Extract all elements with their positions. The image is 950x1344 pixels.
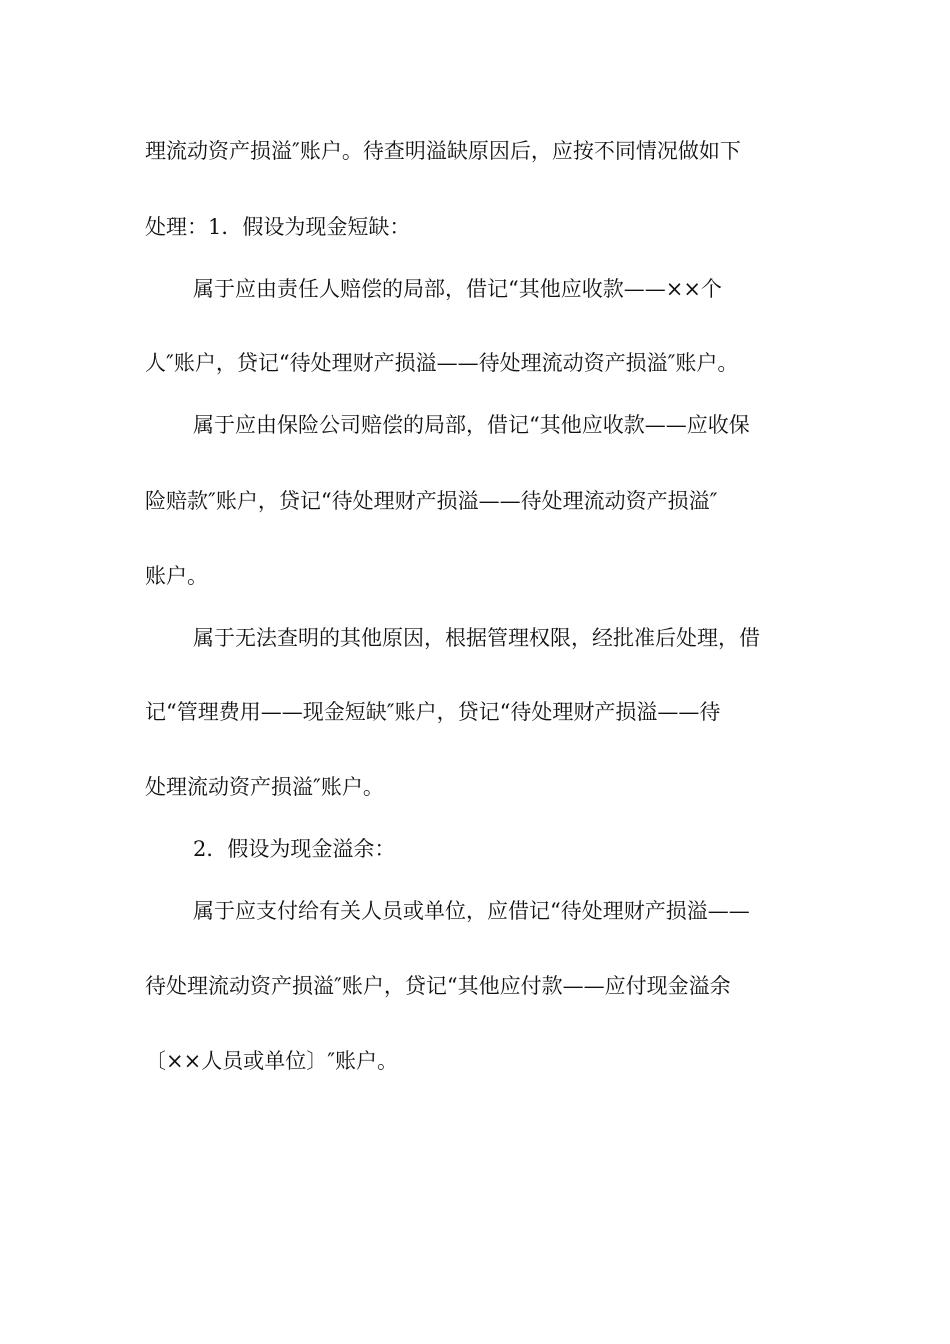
text-line: 属于应由责任人赔偿的局部，借记“其他应收款——××个: [193, 277, 722, 301]
text-line: 〔××人员或单位〕″账户。: [145, 1049, 399, 1073]
text-line: 待处理流动资产损溢″账户，贷记“其他应付款——应付现金溢余: [145, 974, 731, 998]
text-line: 处理流动资产损溢″账户。: [145, 775, 384, 799]
text-line: 人″账户，贷记“待处理财产损溢——待处理流动资产损溢″账户。: [145, 351, 739, 375]
text-line: 险赔款″账户，贷记“待处理财产损溢——待处理流动资产损溢″: [145, 489, 718, 513]
text-line: 记“管理费用——现金短缺″账户，贷记“待处理财产损溢——待: [145, 700, 721, 724]
text-line: 属于应由保险公司赔偿的局部，借记“其他应收款——应收保: [193, 413, 750, 437]
text-line: 理流动资产损溢″账户。待查明溢缺原因后，应按不同情况做如下: [145, 139, 741, 163]
text-line: 属于应支付给有关人员或单位，应借记“待处理财产损溢——: [193, 899, 750, 923]
text-line: 2．假设为现金溢余：: [193, 837, 396, 861]
text-line: 处理：1．假设为现金短缺：: [145, 215, 411, 239]
text-line: 属于无法查明的其他原因，根据管理权限，经批准后处理，借: [193, 626, 760, 650]
text-line: 账户。: [145, 564, 208, 588]
